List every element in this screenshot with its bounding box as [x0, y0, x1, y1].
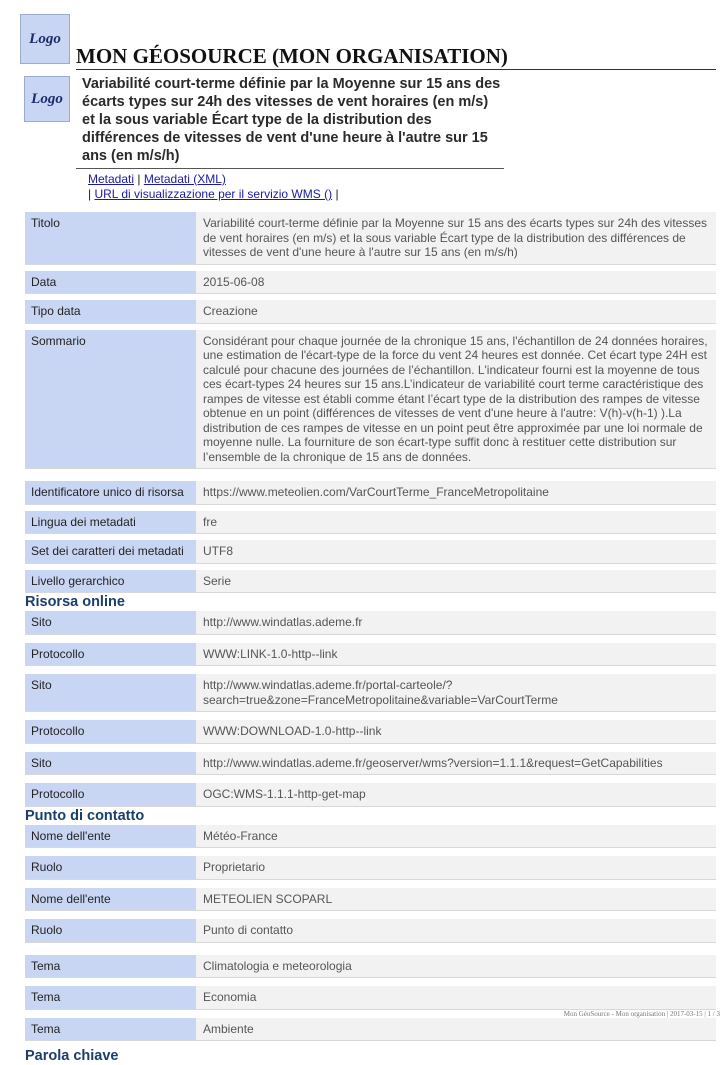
field-value: fre — [196, 511, 716, 535]
field-label: Tipo data — [25, 300, 196, 324]
record-title-divider — [76, 168, 504, 169]
field-label: Tema — [25, 955, 196, 979]
site-logo — [20, 14, 70, 64]
title-divider — [76, 69, 716, 70]
contact-row — [25, 888, 716, 912]
field-value: Proprietario — [196, 856, 716, 880]
field-label: Ruolo — [25, 919, 196, 943]
field-value: METEOLIEN SCOPARL — [196, 888, 716, 912]
field-row-data — [25, 271, 716, 295]
field-label: Sito — [25, 752, 196, 776]
metadata-table — [25, 212, 716, 1065]
online-row — [25, 674, 716, 712]
field-value: http://www.windatlas.ademe.fr/geoserver/wms?version=1.1.1&request=GetCapabilities — [196, 752, 716, 776]
field-label: Data — [25, 271, 196, 295]
field-value: UTF8 — [196, 540, 716, 564]
field-label: Protocollo — [25, 720, 196, 744]
field-label: Sito — [25, 611, 196, 635]
field-row-lingua — [25, 511, 716, 535]
field-row-tipo-data — [25, 300, 716, 324]
field-row-sommario — [25, 330, 716, 470]
site-title: MON GÉOSOURCE (MON ORGANISATION) — [76, 44, 508, 68]
field-value: Climatologia e meteorologia — [196, 955, 716, 979]
field-value: Ambiente — [196, 1018, 716, 1042]
field-value: Variabilité court-terme définie par la Moyenne sur 15 ans des écarts types sur 24h des vitesses de vent horaires (en m/s) et la sous variable Écart type de la distribution des différences de vitesses de vent d'une heure à l'autre sur 15 ans (en m/s/h) — [196, 212, 716, 265]
page-footer: Mon GéoSource - Mon organisation | 2017-03-15 | 1 / 3 — [563, 1010, 720, 1018]
field-row-identificatore — [25, 481, 716, 505]
field-value: 2015-06-08 — [196, 271, 716, 295]
link-separator: | — [88, 187, 92, 201]
theme-row — [25, 955, 716, 979]
field-label: Tema — [25, 986, 196, 1010]
wms-url-link[interactable]: URL di visualizzazione per il servizio WMS () — [94, 187, 333, 201]
metadata-link[interactable]: Metadati — [88, 172, 135, 186]
field-label: Sito — [25, 674, 196, 712]
field-label: Nome dell'ente — [25, 888, 196, 912]
field-value: Serie — [196, 570, 716, 594]
theme-row — [25, 1018, 716, 1042]
online-row — [25, 611, 716, 635]
field-row-titolo — [25, 212, 716, 265]
field-row-livello — [25, 570, 716, 594]
field-value: http://www.windatlas.ademe.fr — [196, 611, 716, 635]
contact-row — [25, 825, 716, 849]
record-links — [88, 172, 339, 202]
field-label: Sommario — [25, 330, 196, 470]
field-label: Titolo — [25, 212, 196, 265]
field-value: http://www.windatlas.ademe.fr/portal-carteole/?search=true&zone=FranceMetropolitaine&variable=VarCourtTerme — [196, 674, 716, 712]
field-value: Considérant pour chaque journée de la chronique 15 ans, l'échantillon de 24 données horaires, une estimation de l'écart-type de la force du vent 24 heures est donnée. Cet écart type 24H est calculé pour chacune des journées de l’échantillon. L'indicateur fourni est la moyenne de tous ces écart-types 24 heures sur 15 ans.L’indicateur de variabilité court terme caractéristique des rampes de vitesse est établi comme étant l’écart type de la distribution des rampes de vitesse obtenue en un point (différences de vitesses de vent d'une heure à l'autre: V(h)-v(h-1) ).La distribution de ces rampes de vitesse en un point peut être approximée par une loi normale de moyenne nulle. La fourniture de son écart-type suffit donc à restituer cette distribution sur l’ensemble de la chronique de 15 ans de données. — [196, 330, 716, 470]
field-label: Lingua dei metadati — [25, 511, 196, 535]
contact-row — [25, 919, 716, 943]
field-value: https://www.meteolien.com/VarCourtTerme_FranceMetropolitaine — [196, 481, 716, 505]
record-logo-text: Logo — [31, 90, 63, 107]
online-row — [25, 720, 716, 744]
link-separator: | — [137, 172, 141, 186]
record-title: Variabilité court-terme définie par la Moyenne sur 15 ans des écarts types sur 24h des vitesses de vent horaires (en m/s) et la sous variable Écart type de la distribution des différences de vitesses de vent d'une heure à l'autre sur 15 ans (en m/s/h) — [82, 76, 501, 164]
field-label: Tema — [25, 1018, 196, 1042]
site-logo-text: Logo — [29, 30, 61, 47]
field-value: Punto di contatto — [196, 919, 716, 943]
field-label: Nome dell'ente — [25, 825, 196, 849]
field-value: Creazione — [196, 300, 716, 324]
field-label: Ruolo — [25, 856, 196, 880]
section-heading-online-resource: Risorsa online — [25, 594, 125, 610]
field-label: Protocollo — [25, 783, 196, 807]
field-value: OGC:WMS-1.1.1-http-get-map — [196, 783, 716, 807]
link-separator: | — [335, 187, 339, 201]
field-row-caratteri — [25, 540, 716, 564]
online-row — [25, 643, 716, 667]
section-heading-contact: Punto di contatto — [25, 807, 145, 824]
online-row — [25, 783, 716, 807]
field-value: WWW:LINK-1.0-http--link — [196, 643, 716, 667]
field-label: Identificatore unico di risorsa — [25, 481, 196, 505]
field-value: Météo-France — [196, 825, 716, 849]
field-label: Protocollo — [25, 643, 196, 667]
record-logo — [24, 76, 70, 122]
field-value: Economia — [196, 986, 716, 1010]
field-label: Livello gerarchico — [25, 570, 196, 594]
contact-row — [25, 856, 716, 880]
field-label: Set dei caratteri dei metadati — [25, 540, 196, 564]
field-value: WWW:DOWNLOAD-1.0-http--link — [196, 720, 716, 744]
metadata-xml-link[interactable]: Metadati (XML) — [143, 172, 226, 186]
theme-row — [25, 986, 716, 1010]
section-heading-keywords: Parola chiave — [25, 1048, 119, 1064]
online-row — [25, 752, 716, 776]
